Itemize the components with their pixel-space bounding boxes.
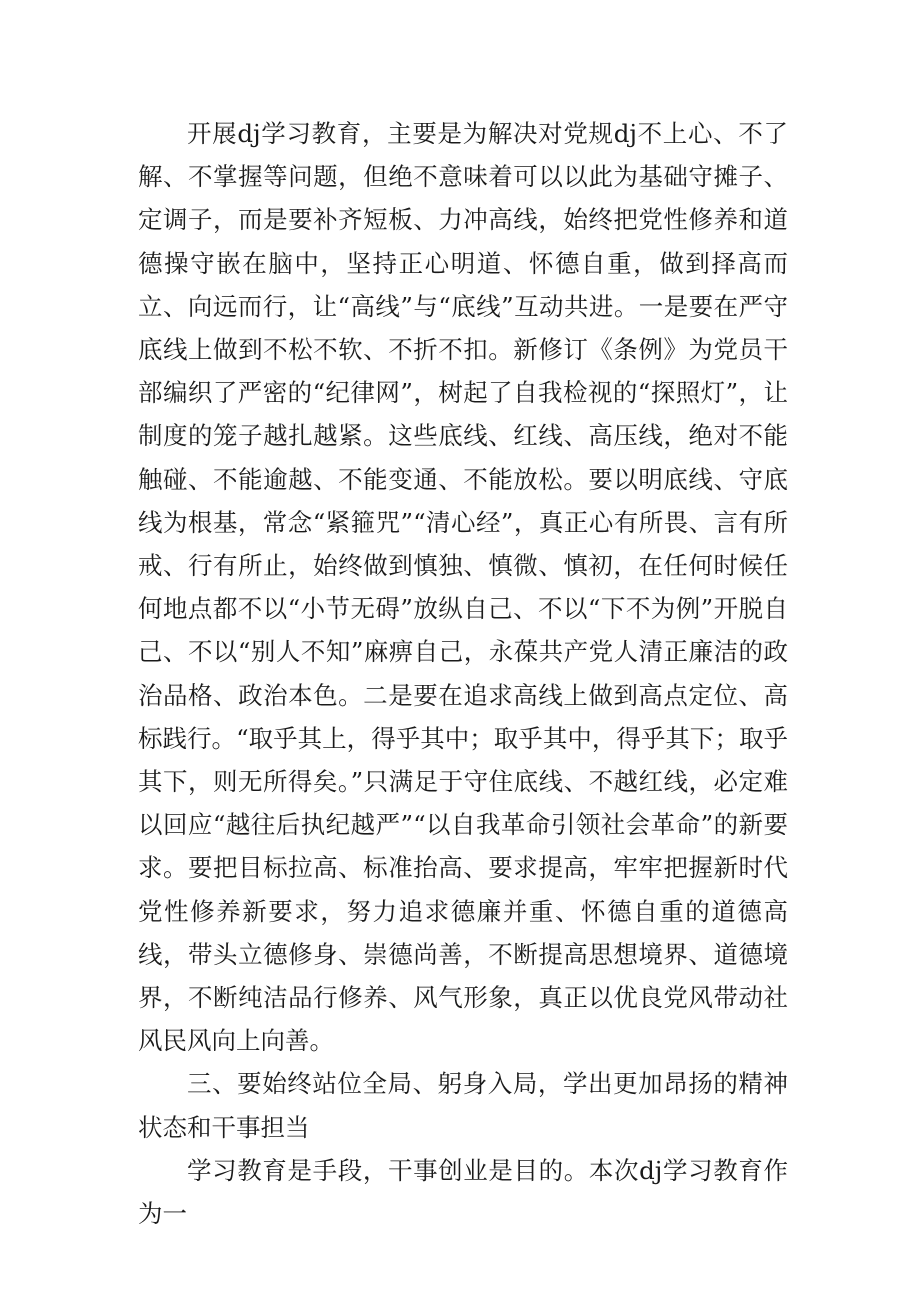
section-heading-3: 三、要始终站位全局、躬身入局，学出更加昂扬的精神状态和干事担当	[138, 1069, 788, 1142]
document-body	[138, 112, 788, 1235]
body-paragraph-2: 学习教育是手段，干事创业是目的。本次dj学习教育作为一	[138, 1155, 788, 1229]
body-paragraph-1: 开展dj学习教育，主要是为解决对党规dj不上心、不了解、不掌握等问题，但绝不意味着可以以此为基础守摊子、定调子，而是要补齐短板、力冲高线，始终把党性修养和道德操守嵌在脑中，坚持正心明道、怀德自重，做到择高而立、向远而行，让“高线”与“底线”互动共进。一是要在严守底线上做到不松不软、不折不扣。新修订《条例》为党员干部编织了严密的“纪律网”，树起了自我检视的“探照灯”，让制度的笼子越扎越紧。这些底线、红线、高压线，绝对不能触碰、不能逾越、不能变通、不能放松。要以明底线、守底线为根基，常念“紧箍咒”“清心经”，真正心有所畏、言有所戒、行有所止，始终做到慎独、慎微、慎初，在任何时候任何地点都不以“小节无碍”放纵自己、不以“下不为例”开脱自己、不以“别人不知”麻痹自己，永葆共产党人清正廉洁的政治品格、政治本色。二是要在追求高线上做到高点定位、高标践行。“取乎其上，得乎其中；取乎其中，得乎其下；取乎其下，则无所得矣。”只满足于守住底线、不越红线，必定难以回应“越往后执纪越严”“以自我革命引领社会革命”的新要求。要把目标拉高、标准抬高、要求提高，牢牢把握新时代党性修养新要求，努力追求德廉并重、怀德自重的道德高线，带头立德修身、崇德尚善，不断提高思想境界、道德境界，不断纯洁品行修养、风气形象，真正以优良党风带动社风民风向上向善。	[138, 119, 788, 1056]
